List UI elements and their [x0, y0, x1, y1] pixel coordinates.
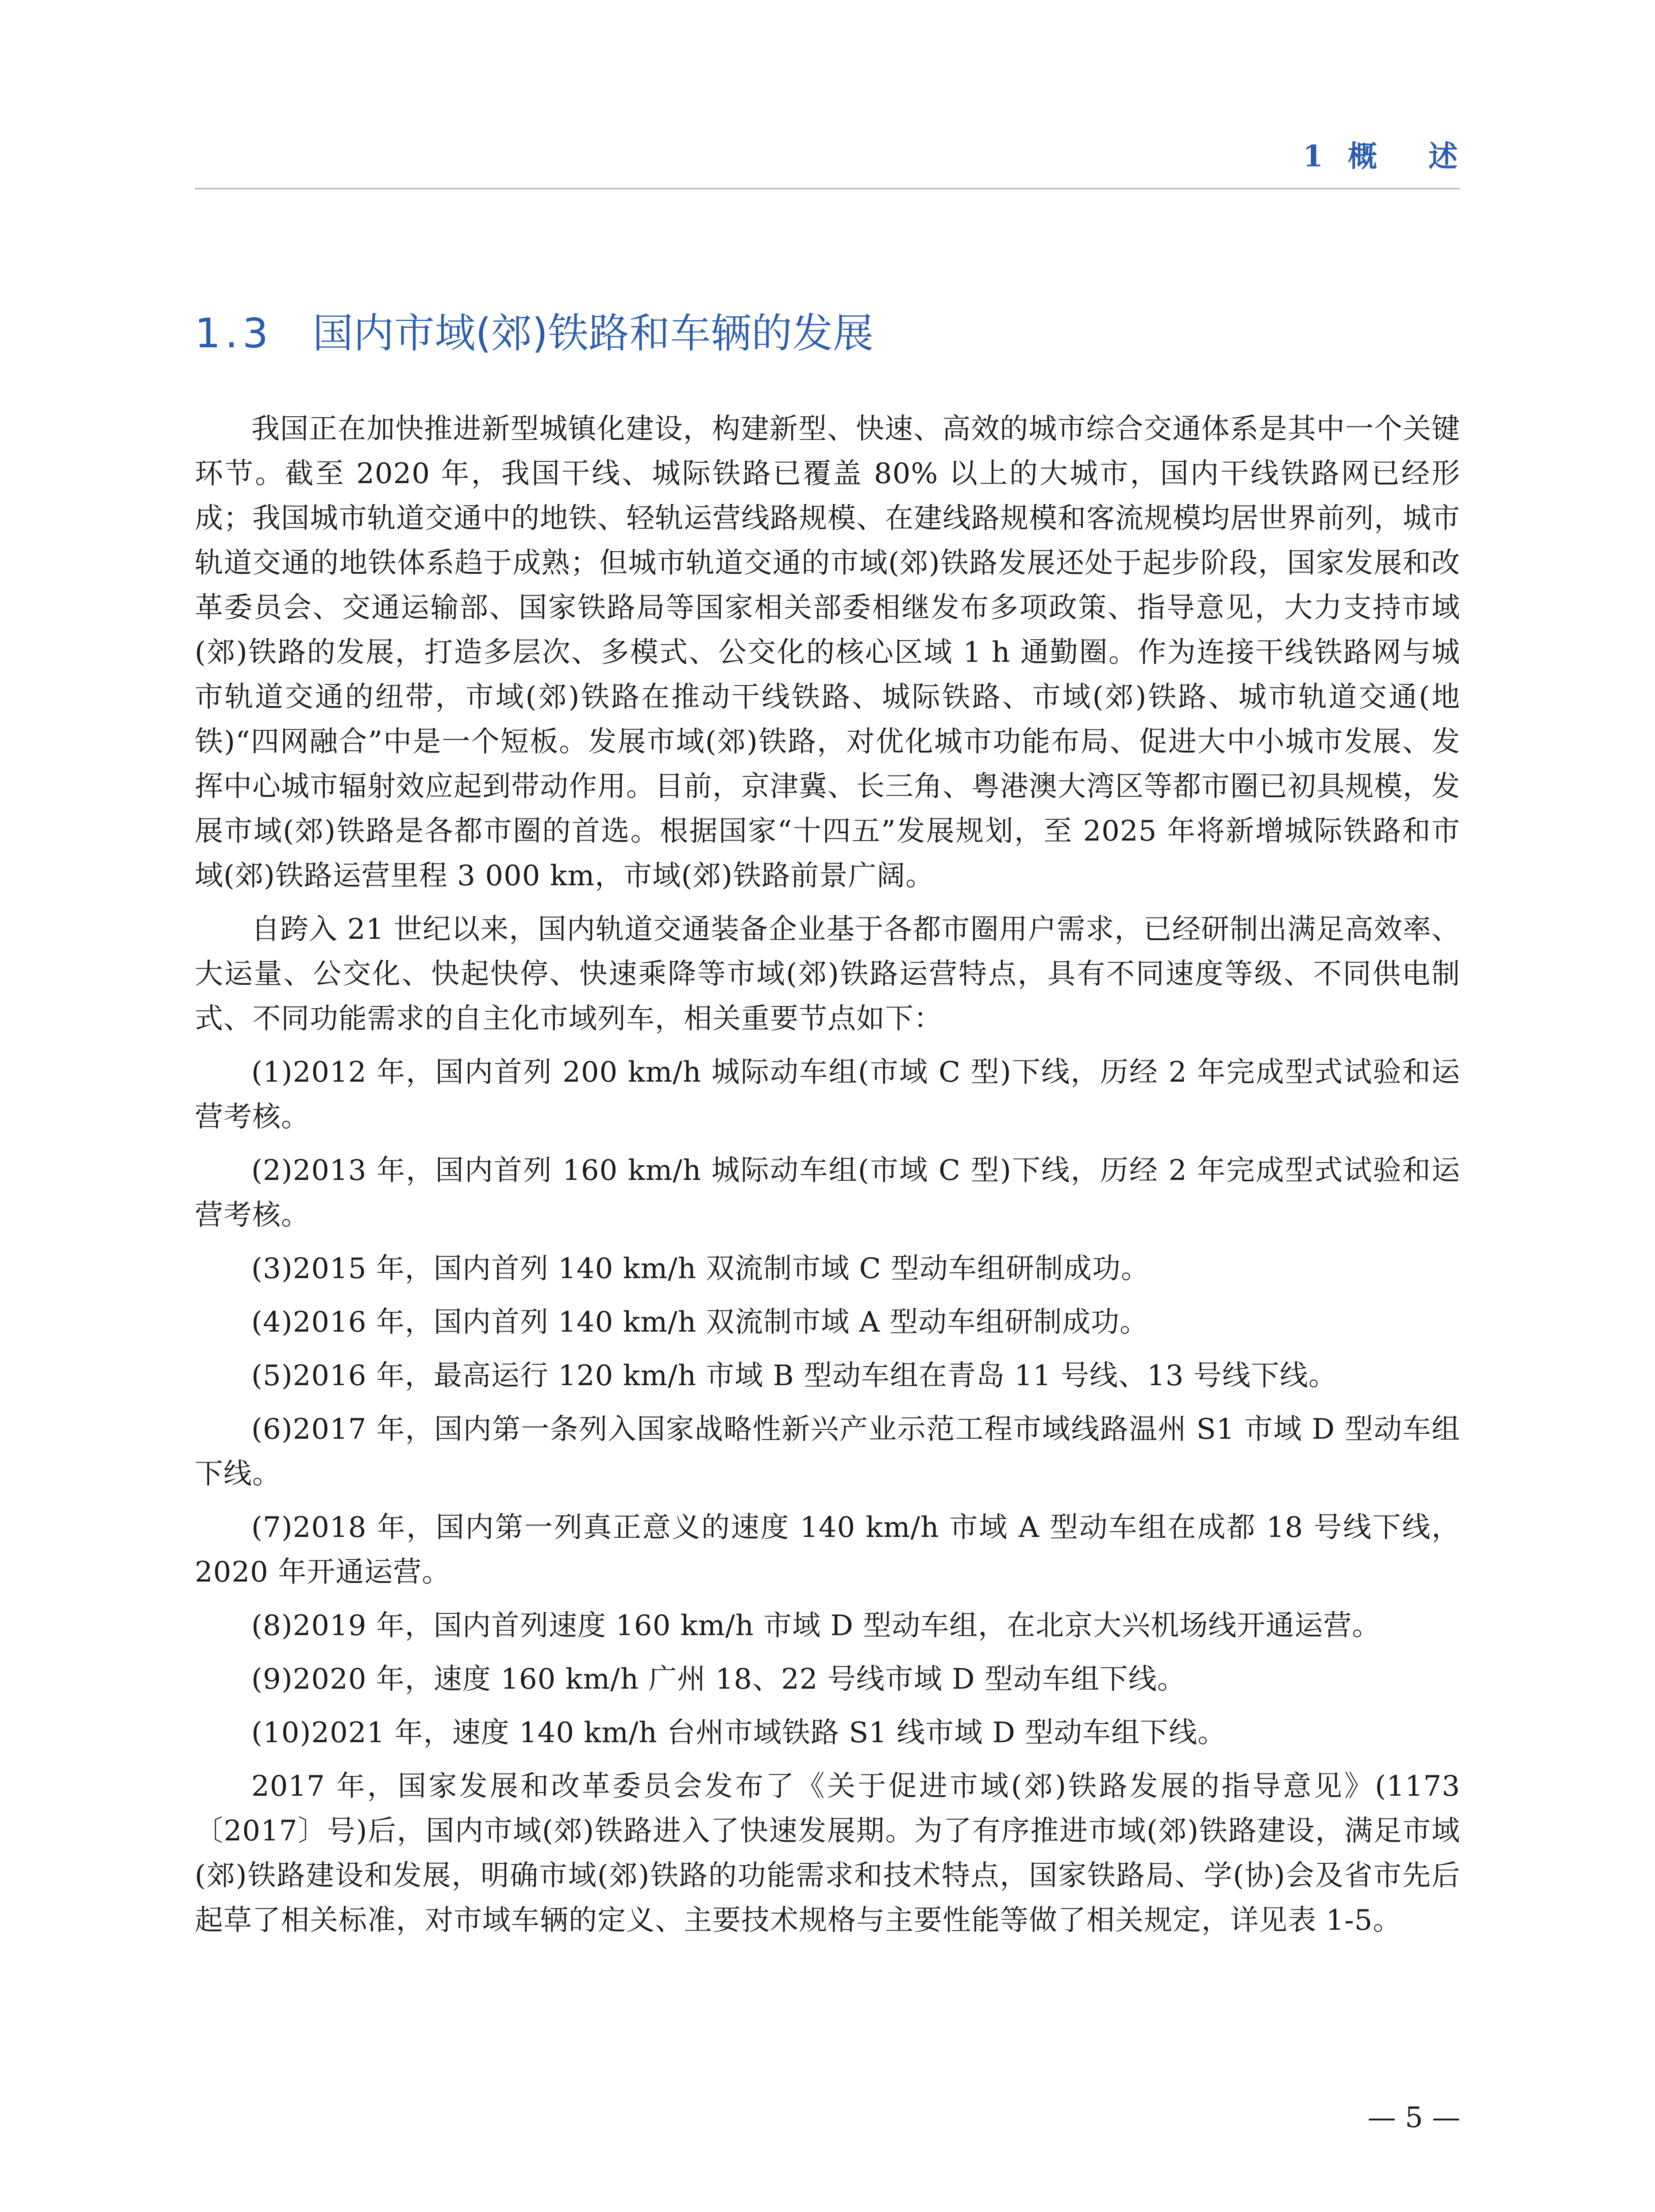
- chapter-title-char-1: 概: [1348, 139, 1380, 173]
- milestone-item: (2)2013 年，国内首列 160 km/h 城际动车组(市域 C 型)下线，历经 2 年完成型式试验和运营考核。: [195, 1154, 1460, 1232]
- milestone-item: (9)2020 年，速度 160 km/h 广州 18、22 号线市域 D 型动车组下线。: [251, 1663, 1186, 1696]
- paragraph: 自跨入 21 世纪以来，国内轨道交通装备企业基于各都市圈用户需求，已经研制出满足高效率、大运量、公交化、快起快停、快速乘降等市域(郊)铁路运营特点，具有不同速度等级、不同供电制式、不同功能需求的自主化市域列车，相关重要节点如下：: [195, 913, 1460, 1035]
- section-number: 1.3: [195, 310, 273, 357]
- paragraph: 我国正在加快推进新型城镇化建设，构建新型、快速、高效的城市综合交通体系是其中一个关键环节。截至 2020 年，我国干线、城际铁路已覆盖 80% 以上的大城市，国内干线铁路网已经形成；我国城市轨道交通中的地铁、轻轨运营线路规模、在建线路规模和客流规模均居世界前列，城市轨道交通的地铁体系趋于成熟；但城市轨道交通的市域(郊)铁路发展还处于起步阶段，国家发展和改革委员会、交通运输部、国家铁路局等国家相关部委相继发布多项政策、指导意见，大力支持市域(郊)铁路的发展，打造多层次、多模式、公交化的核心区域 1 h 通勤圈。作为连接干线铁路网与城市轨道交通的纽带，市域(郊)铁路在推动干线铁路、城际铁路、市域(郊)铁路、城市轨道交通(地铁)“四网融合”中是一个短板。发展市域(郊)铁路，对优化城市功能布局、促进大中小城市发展、发挥中心城市辐射效应起到带动作用。目前，京津冀、长三角、粤港澳大湾区等都市圈已初具规模，发展市域(郊)铁路是各都市圈的首选。根据国家“十四五”发展规划，至 2025 年将新增城际铁路和市域(郊)铁路运营里程 3 000 km，市域(郊)铁路前景广阔。: [195, 413, 1460, 892]
- page-number: — 5 —: [1367, 2101, 1460, 2134]
- milestone-item: (10)2021 年，速度 140 km/h 台州市域铁路 S1 线市域 D 型动车组下线。: [251, 1717, 1227, 1749]
- milestone-item: (7)2018 年，国内第一列真正意义的速度 140 km/h 市域 A 型动车组在成都 18 号线下线，2020 年开通运营。: [195, 1511, 1460, 1589]
- milestone-item: (8)2019 年，国内首列速度 160 km/h 市域 D 型动车组，在北京大兴机场线开通运营。: [251, 1609, 1381, 1642]
- paragraph: 2017 年，国家发展和改革委员会发布了《关于促进市域(郊)铁路发展的指导意见》(1173〔2017〕号)后，国内市域(郊)铁路进入了快速发展期。为了有序推进市域(郊)铁路建设，满足市域(郊)铁路建设和发展，明确市域(郊)铁路的功能需求和技术特点，国家铁路局、学(协)会及省市先后起草了相关标准，对市域车辆的定义、主要技术规格与主要性能等做了相关规定，详见表 1-5。: [195, 1770, 1460, 1937]
- chapter-title-char-2: 述: [1428, 139, 1460, 173]
- milestone-item: (6)2017 年，国内第一条列入国家战略性新兴产业示范工程市域线路温州 S1 市域 D 型动车组下线。: [195, 1413, 1460, 1490]
- running-header: [1303, 133, 1460, 175]
- body-text: [195, 407, 1460, 1943]
- chapter-number: 1: [1303, 139, 1326, 173]
- header-divider: [195, 188, 1460, 189]
- milestone-item: (3)2015 年，国内首列 140 km/h 双流制市域 C 型动车组研制成功。: [251, 1252, 1150, 1285]
- milestone-item: (4)2016 年，国内首列 140 km/h 双流制市域 A 型动车组研制成功。: [251, 1306, 1149, 1339]
- milestone-item: (1)2012 年，国内首列 200 km/h 城际动车组(市域 C 型)下线，历经 2 年完成型式试验和运营考核。: [195, 1056, 1460, 1133]
- milestone-item: (5)2016 年，最高运行 120 km/h 市域 B 型动车组在青岛 11 号线、13 号线下线。: [251, 1359, 1337, 1392]
- section-title: 国内市域(郊)铁路和车辆的发展: [312, 310, 874, 357]
- section-heading: [195, 301, 874, 359]
